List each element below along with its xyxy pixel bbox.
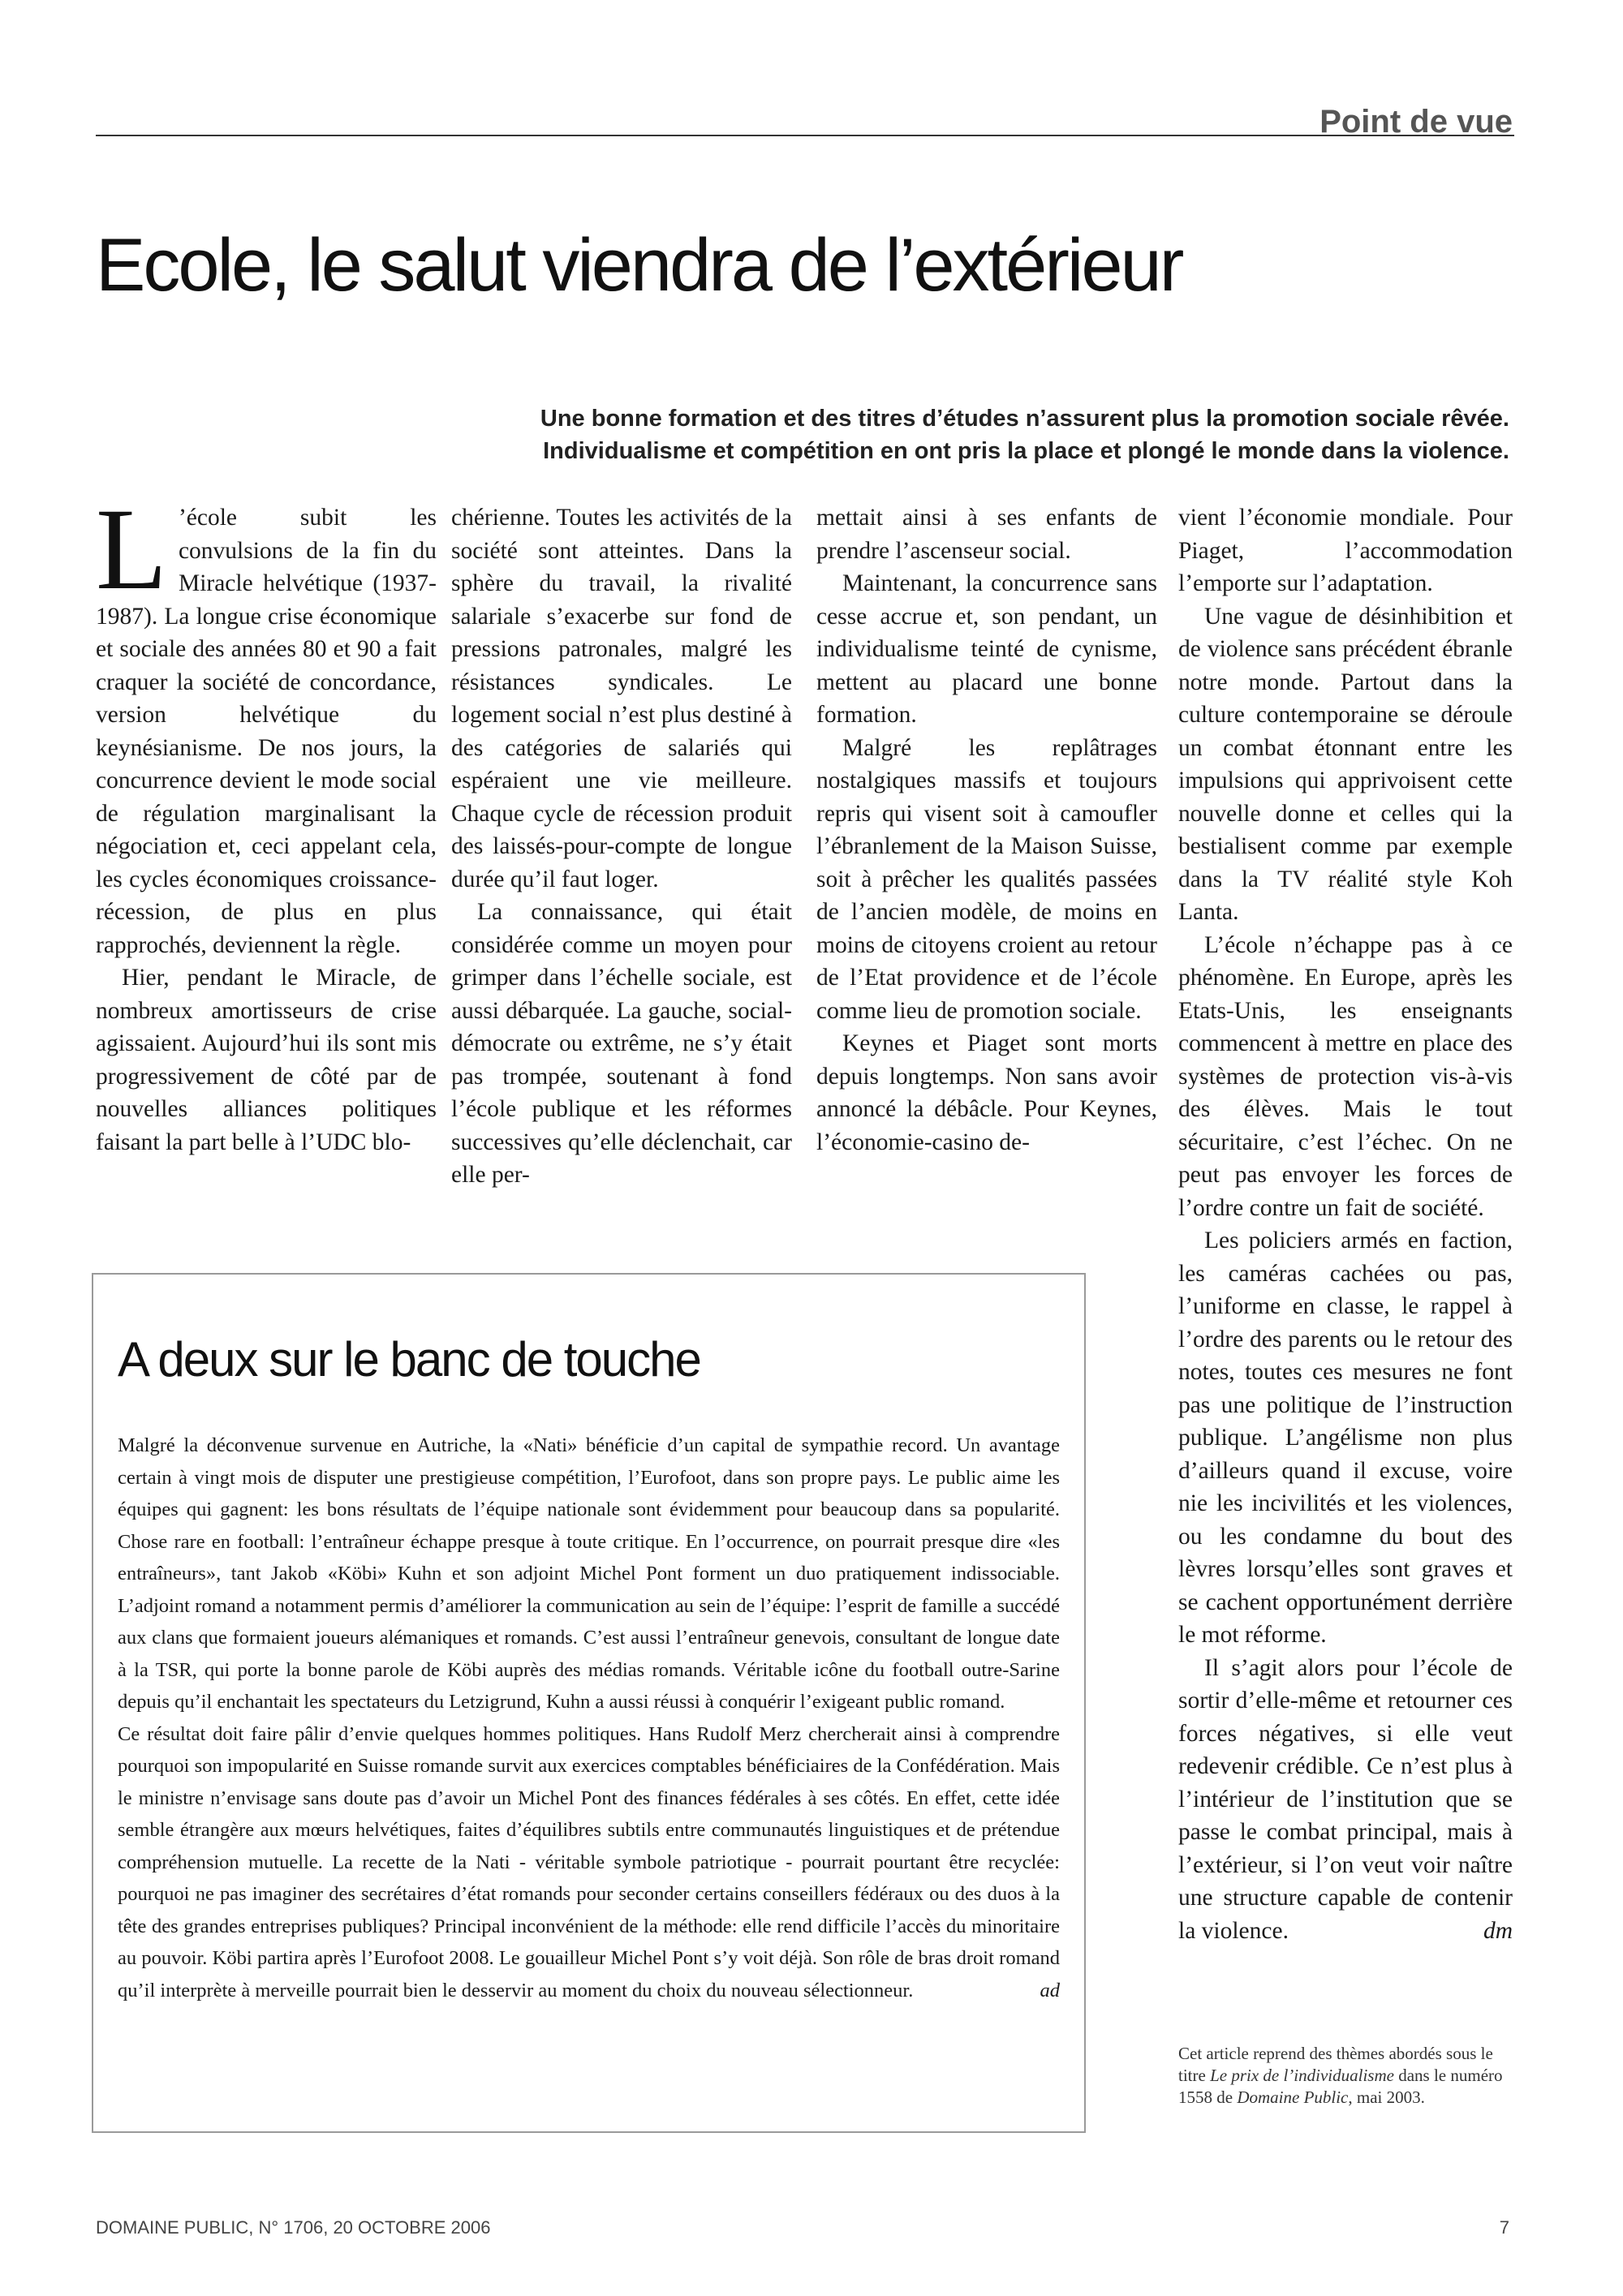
article-paragraph: Maintenant, la concurrence sans cesse accrue et, son pendant, un individualisme teinté de cynisme, mettent au placard une bonne formation. [816, 570, 1157, 728]
article-column-4 [1178, 501, 1513, 1994]
note-journal: Domaine Public [1237, 2087, 1349, 2107]
article-paragraph: vient l’économie mondiale. Pour Piaget, l’accommodation l’emporte sur l’adaptation. [1178, 505, 1513, 596]
article-paragraph: Keynes et Piaget sont morts depuis longtemps. Non sans avoir annoncé la débâcle. Pour Keynes, l’économie-casino de- [816, 1030, 1157, 1155]
section-rubric: Point de vue [1319, 104, 1513, 140]
source-note: Cet article reprend des thèmes abordés sous le titre Le prix de l’individualisme dans le numéro 1558 de Domaine Public, mai 2003. [1178, 2044, 1503, 2107]
box-signature: ad [1040, 1979, 1060, 2001]
author-signature: dm [1483, 1917, 1513, 1944]
article-paragraph: Une vague de désinhibition et de violence sans précédent ébranle notre monde. Partout dans la culture contemporaine se déroule un combat étonnant entre les impulsions qui apprivoisent cette nouvelle donne et celles qui la bestialisent comme par exemple dans la TV réalité style Koh Lanta. [1178, 603, 1513, 925]
article-paragraph: mettait ainsi à ses enfants de prendre l’ascenseur social. [816, 505, 1157, 564]
article-paragraph: L’école n’échappe pas à ce phénomène. En Europe, après les Etats-Unis, les enseignants commencent à mettre en place des systèmes de protection vis-à-vis des élèves. Mais le tout sécuritaire, c’est l’échec. On ne peut pas envoyer les forces de l’ordre contre un fait de société. [1178, 931, 1513, 1221]
article-paragraph: Il s’agit alors pour l’école de sortir d’elle-même et retourner ces forces négatives, si elle veut redevenir crédible. Ce n’est plus à l’intérieur de l’institution que se passe le combat principal, mais à l’extérieur, si l’on veut voir naître une structure capable de contenir la violence. dm [1178, 1652, 1513, 1948]
deck-line: Individualisme et compétition en ont pris la place et plongé le monde dans la violence. [543, 438, 1509, 464]
footer-publication: DOMAINE PUBLIC, N° 1706, 20 OCTOBRE 2006 [96, 2217, 491, 2238]
box-text [118, 1430, 1060, 2006]
article-deck [540, 402, 1509, 467]
box-title: A deux sur le banc de touche [118, 1332, 700, 1387]
box-paragraph: Malgré la déconvenue survenue en Autriche, la «Nati» bénéficie d’un capital de sympathie record. Un avantage certain à vingt mois de disputer une prestigieuse compétition, l’Eurofoot, dans son propre pays. Le public aime les équipes qui gagnent: les bons résultats de l’équipe nationale sont évidemment pour beaucoup dans sa popularité. Chose rare en football: l’entraîneur échappe presque à toute critique. En l’occurrence, on pourrait presque dire «les entraîneurs», tant Jakob «Köbi» Kuhn et son adjoint Michel Pont forment un duo pratiquement indissociable. L’adjoint romand a notamment permis d’améliorer la communication au sein de l’équipe: l’esprit de famille a succédé aux clans que formaient joueurs alémaniques et romands. C’est aussi l’entraîneur genevois, consultant de longue date à la TSR, qui porte la bonne parole de Köbi auprès des médias romands. Véritable icône du football outre-Sarine depuis qu’il enchantait les spectateurs du Letzigrund, Kuhn a aussi réussi à conquérir l’exigeant public romand. [118, 1434, 1060, 1713]
box-paragraph: Ce résultat doit faire pâlir d’envie quelques hommes politiques. Hans Rudolf Merz chercherait ainsi à comprendre pourquoi son impopularité en Suisse romande survit aux exercices comptables bénéficiaires de la Confédération. Mais le ministre n’envisage sans doute pas d’avoir un Michel Pont des finances fédérales à ses côtés. En effet, cette idée semble étrangère aux mœurs helvétiques, faites d’équilibres subtils entre communautés linguistiques et de prétendue compréhension mutuelle. La recette de la Nati - véritable symbole patriotique - pourrait pourtant être recyclée: pourquoi ne pas imaginer des secrétaires d’état romands pour seconder certains conseillers fédéraux ou des duos à la tête des grandes entreprises publiques? Principal inconvénient de la méthode: elle rend difficile l’accès du minoritaire au pouvoir. Köbi partira après l’Eurofoot 2008. Le gouailleur Michel Pont s’y voit déjà. Son rôle de bras droit romand qu’il interprète à merveille pourrait bien le desservir au moment du choix du nouveau sélectionneur. ad [118, 1718, 1060, 2007]
article-paragraph: Les policiers armés en faction, les caméras cachées ou pas, l’uniforme en classe, le rappel à l’ordre des parents ou le retour des notes, toutes ces mesures ne font pas une politique de l’instruction publique. L’angélisme non plus d’ailleurs quand il excuse, voire nie les incivilités et les violences, ou les condamne du bout des lèvres lorsqu’elles sont graves et se cachent opportunément derrière le mot réforme. [1178, 1228, 1513, 1648]
header-rule [96, 135, 1514, 136]
drop-cap: L [96, 485, 167, 614]
article-paragraph: L ’école subit les convulsions de la fin du Miracle helvétique (1937-1987). La longue crise économique et sociale des années 80 et 90 a fait craquer la société de concordance, version helvétique du keynésianisme. De nos jours, la concurrence devient le mode social de régulation marginalisant la négociation et, ceci appelant cela, les cycles économiques croissance-récession, de plus en plus rapprochés, deviennent la règle. [96, 485, 437, 958]
sidebar-box [92, 1273, 1086, 2133]
article-paragraph: La connaissance, qui était considérée comme un moyen pour grimper dans l’échelle sociale, est aussi débarquée. La gauche, social-démocrate ou extrême, ne s’y était pas trompée, soutenant à fond l’école publique et les réformes successives qu’elle déclenchait, car elle per- [451, 899, 792, 1188]
deck-line: Une bonne formation et des titres d’études n’assurent plus la promotion sociale rêvée. [540, 406, 1509, 432]
article-column-2 [451, 501, 792, 1191]
article-paragraph: Malgré les replâtrages nostalgiques massifs et toujours repris qui visent soit à camoufler l’ébranlement de la Maison Suisse, soit à prêcher les qualités passées de l’ancien modèle, de moins en moins de citoyens croient au retour de l’Etat providence et de l’école comme lieu de promotion sociale. [816, 734, 1157, 1024]
page-number: 7 [1499, 2217, 1509, 2238]
article-title: Ecole, le salut viendra de l’extérieur [96, 224, 1182, 307]
article-paragraph: chérienne. Toutes les activités de la société sont atteintes. Dans la sphère du travail, la rivalité salariale s’exacerbe sur fond de pressions patronales, malgré les résistances syndicales. Le logement social n’est plus destiné à des catégories de salariés qui espéraient une vie meilleure. Chaque cycle de récession produit des laissés-pour-compte de longue durée qu’il faut loger. [451, 505, 792, 892]
article-column-1 [96, 485, 437, 1191]
note-title: Le prix de l’individualisme [1210, 2066, 1394, 2085]
article-paragraph: Hier, pendant le Miracle, de nombreux amortisseurs de crise agissaient. Aujourd’hui ils sont mis progressivement de côté par de nouvelles alliances politiques faisant la part belle à l’UDC blo- [96, 965, 437, 1155]
article-column-3 [816, 501, 1157, 1191]
